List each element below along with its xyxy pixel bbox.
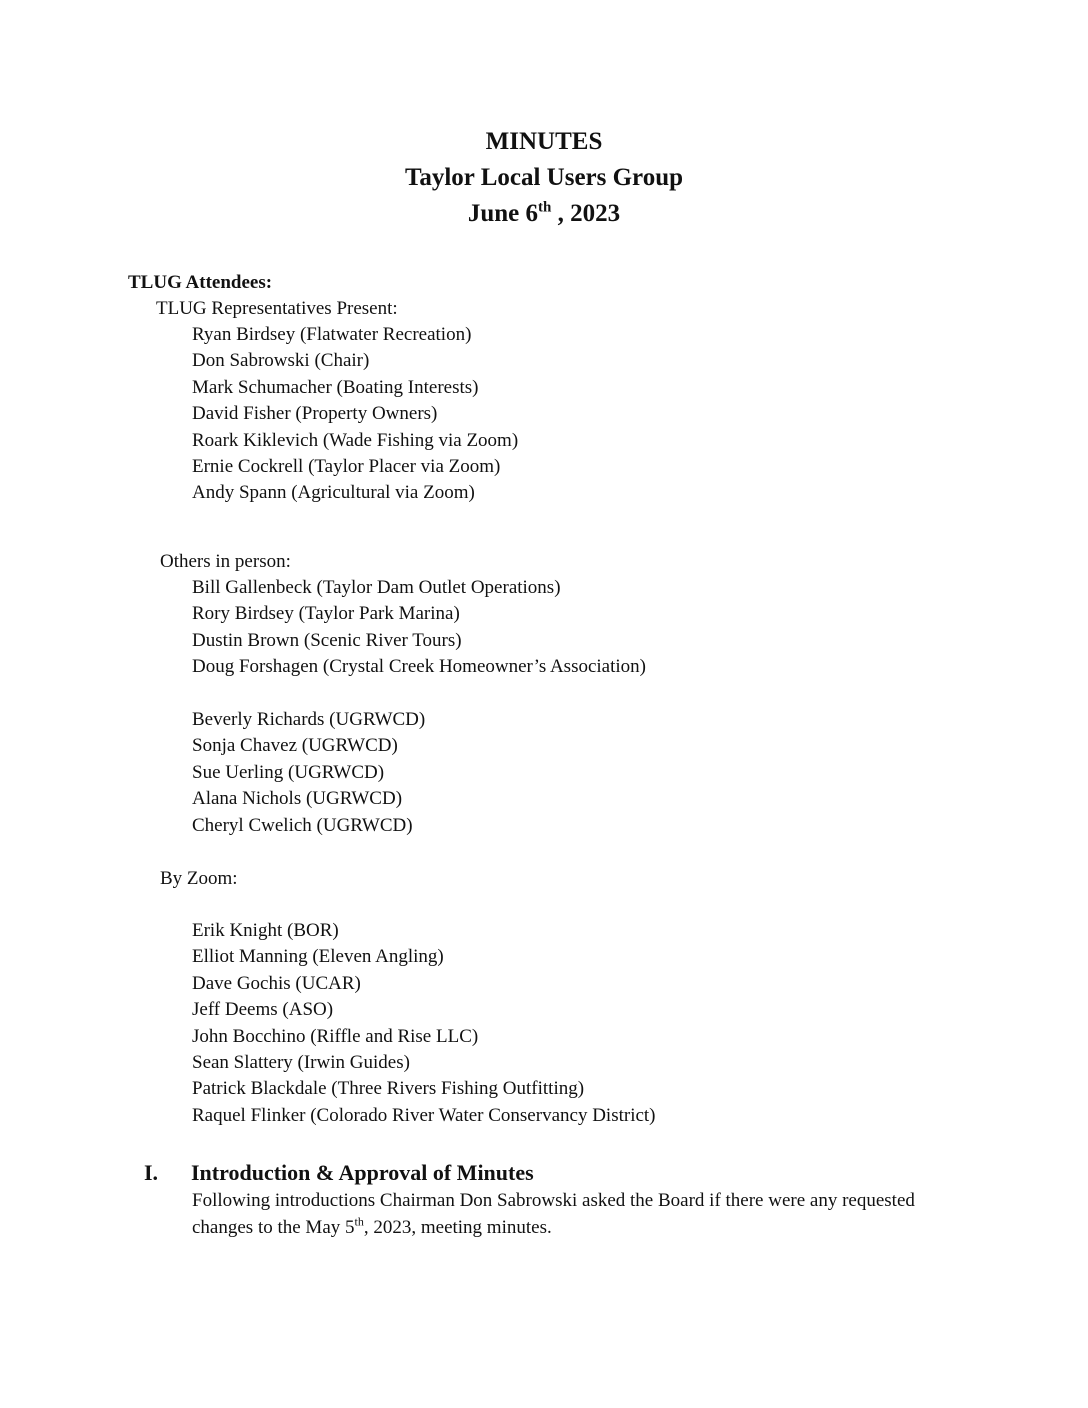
attendee-item: Elliot Manning (Eleven Angling) <box>192 946 444 968</box>
attendee-item: Cheryl Cwelich (UGRWCD) <box>192 814 413 836</box>
attendee-item: Don Sabrowski (Chair) <box>192 350 370 372</box>
attendee-item: Ryan Birdsey (Flatwater Recreation) <box>192 324 472 345</box>
attendee-item: Beverly Richards (UGRWCD) <box>192 709 426 730</box>
title-date-main: June 6 <box>467 200 539 227</box>
attendee-item: Erik Knight (BOR) <box>192 920 339 941</box>
ugrwcd-list <box>192 707 425 839</box>
zoom-list <box>192 918 656 1129</box>
section-heading <box>144 1158 534 1188</box>
attendee-item: Patrick Blackdale (Three Rivers Fishing Outfitting) <box>192 1078 585 1100</box>
attendee-item: Rory Birdsey (Taylor Park Marina) <box>192 603 460 625</box>
in-person-label: Others in person: <box>160 551 291 572</box>
in-person-list <box>192 575 646 681</box>
section-paragraph <box>192 1188 932 1241</box>
document-title <box>0 124 1088 232</box>
section-text-end: , 2023, meeting minutes. <box>363 1216 552 1238</box>
attendee-item: Dustin Brown (Scenic River Tours) <box>192 629 462 651</box>
attendee-item: Sonja Chavez (UGRWCD) <box>192 735 398 757</box>
attendee-item: Alana Nichols (UGRWCD) <box>192 788 403 810</box>
attendee-item: Andy Spann (Agricultural via Zoom) <box>192 482 475 504</box>
attendee-item: Doug Forshagen (Crystal Creek Homeowner’s Association) <box>192 656 646 678</box>
attendee-item: Sue Uerling (UGRWCD) <box>192 761 385 783</box>
title-date-suffix-sup: th <box>538 199 552 216</box>
attendee-item: Dave Gochis (UCAR) <box>192 972 361 994</box>
title-minutes: MINUTES <box>485 128 603 155</box>
section-text: Following introductions Chairman Don Sabrowski asked the Board if there were any requested changes to the May 5 <box>192 1190 915 1238</box>
attendee-item: Sean Slattery (Irwin Guides) <box>192 1052 410 1074</box>
zoom-label: By Zoom: <box>160 868 238 889</box>
section-number: I. <box>144 1160 159 1185</box>
section-text-sup: th <box>354 1214 364 1229</box>
title-date <box>0 196 1088 232</box>
title-date-year: , 2023 <box>551 200 621 227</box>
representatives-label: TLUG Representatives Present: <box>156 298 398 319</box>
attendees-heading: TLUG Attendees: <box>128 272 273 293</box>
attendee-item: Bill Gallenbeck (Taylor Dam Outlet Operations) <box>192 577 561 598</box>
attendee-item: Jeff Deems (ASO) <box>192 999 334 1021</box>
attendee-item: Mark Schumacher (Boating Interests) <box>192 376 479 398</box>
attendee-item: John Bocchino (Riffle and Rise LLC) <box>192 1025 479 1047</box>
title-group-name: Taylor Local Users Group <box>404 164 684 191</box>
section-title: Introduction & Approval of Minutes <box>191 1160 534 1185</box>
attendee-item: Ernie Cockrell (Taylor Placer via Zoom) <box>192 456 501 478</box>
attendee-item: Raquel Flinker (Colorado River Water Conservancy District) <box>192 1104 656 1126</box>
representatives-list <box>192 322 518 507</box>
attendee-item: David Fisher (Property Owners) <box>192 403 438 425</box>
attendee-item: Roark Kiklevich (Wade Fishing via Zoom) <box>192 429 519 451</box>
